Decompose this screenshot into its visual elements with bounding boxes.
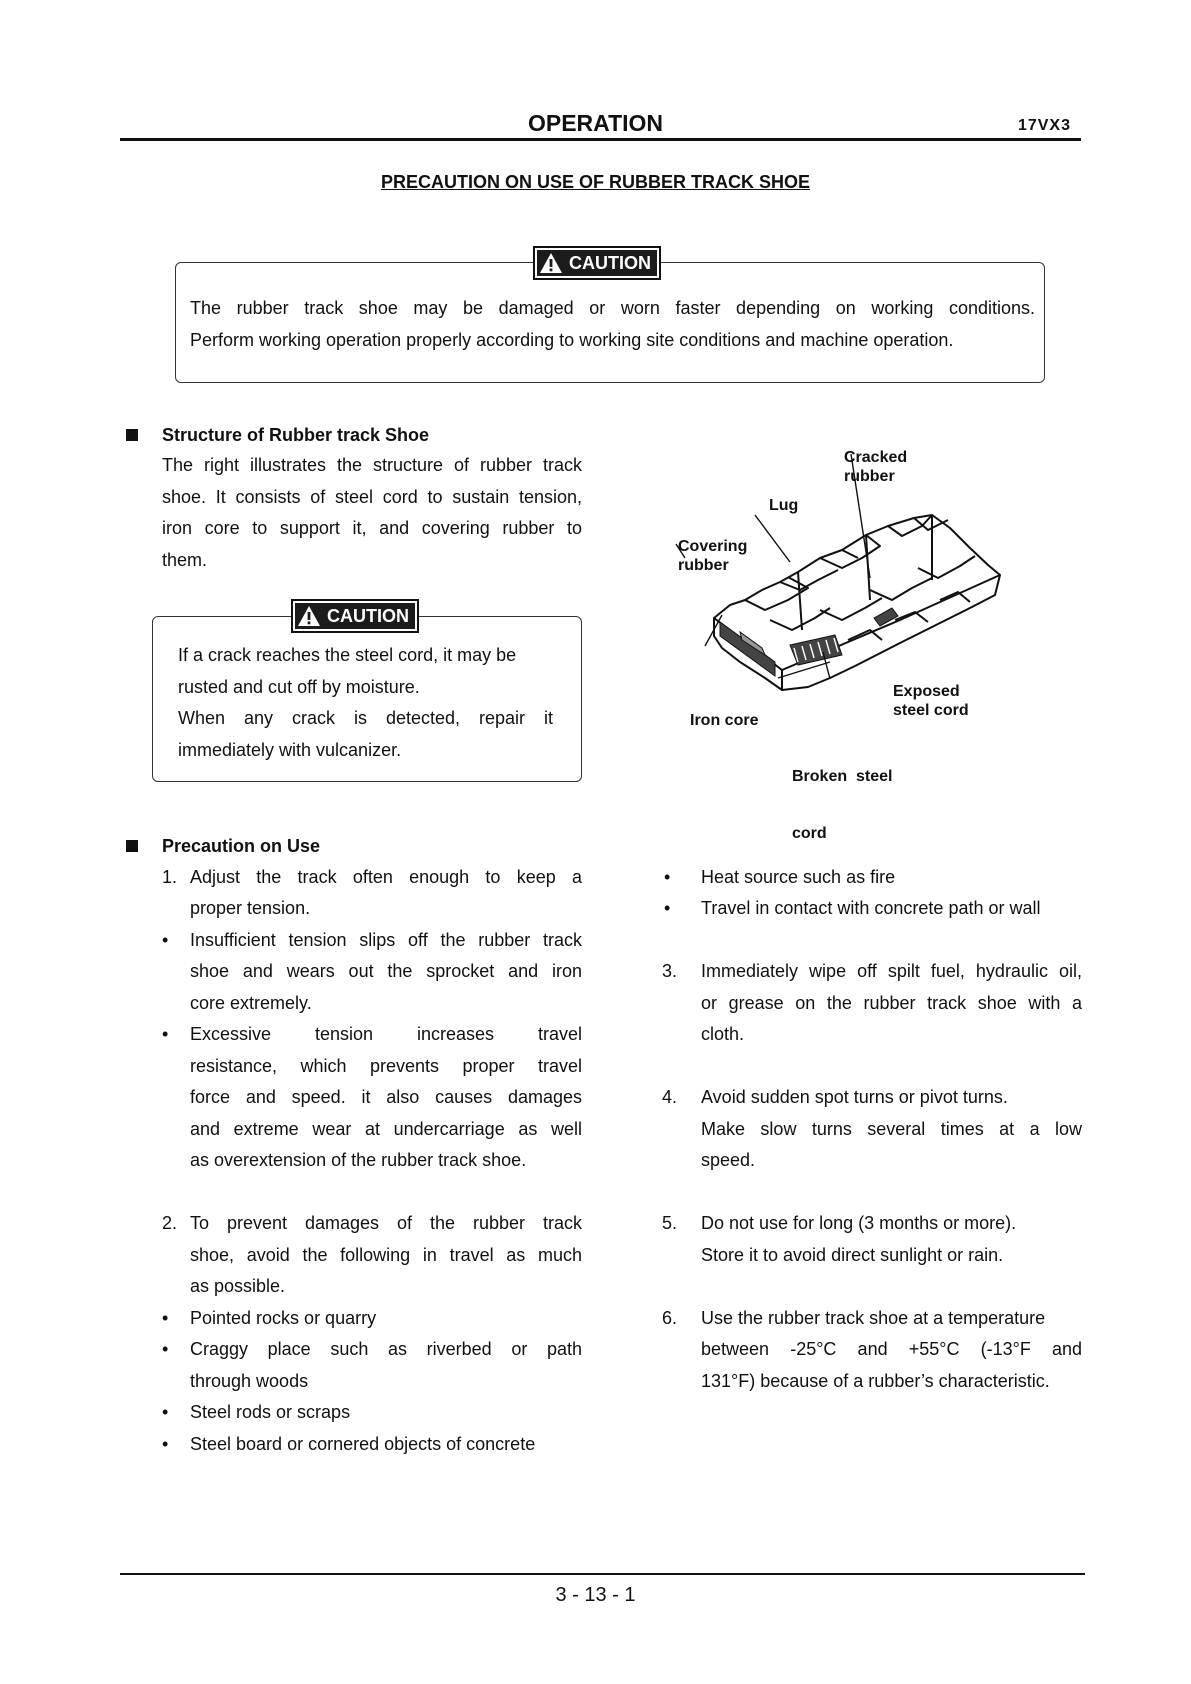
list-item: Steel rods or scraps <box>190 1402 351 1422</box>
structure-text-line: them. <box>162 550 208 570</box>
structure-text-line: iron core to support it, and covering rubber to <box>162 518 582 538</box>
list-number: 4. <box>662 1087 678 1107</box>
warning-icon <box>539 252 563 274</box>
list-item: speed. <box>701 1150 756 1170</box>
label-iron-core: Iron core <box>690 712 759 729</box>
structure-text-line: shoe. It consists of steel cord to sustain tension, <box>162 487 582 507</box>
caution-badge-structure <box>291 599 419 633</box>
label-lug: Lug <box>769 497 799 514</box>
section-title: OPERATION <box>527 110 664 136</box>
list-item: or grease on the rubber track shoe with a <box>701 993 1082 1013</box>
caution-badge-main <box>533 246 661 280</box>
list-item: Use the rubber track shoe at a temperature <box>701 1308 1046 1328</box>
list-item: Make slow turns several times at a low <box>701 1119 1082 1139</box>
list-item: Avoid sudden spot turns or pivot turns. <box>701 1087 1008 1107</box>
caution-text-line: Perform working operation properly according to working site conditions and machine operation. <box>190 330 954 350</box>
list-item: and extreme wear at undercarriage as well <box>190 1119 582 1139</box>
header-rule <box>120 138 1081 141</box>
page-title: PRECAUTION ON USE OF RUBBER TRACK SHOE <box>380 172 811 192</box>
bullet: • <box>162 1434 169 1454</box>
structure-caution-line: immediately with vulcanizer. <box>178 740 402 760</box>
label-cracked-rubber: Cracked rubber <box>844 449 908 485</box>
bullet: • <box>664 867 671 887</box>
list-item: Adjust the track often enough to keep a <box>190 867 582 887</box>
bullet: • <box>162 930 169 950</box>
list-item: between -25°C and +55°C (-13°F and <box>701 1339 1082 1359</box>
list-item: resistance, which prevents proper travel <box>190 1056 582 1076</box>
list-item: force and speed. it also causes damages <box>190 1087 582 1107</box>
list-item: proper tension. <box>190 898 311 918</box>
list-item: Travel in contact with concrete path or wall <box>701 898 1041 918</box>
structure-heading: Structure of Rubber track Shoe <box>162 425 430 445</box>
structure-text-line: The right illustrates the structure of rubber track <box>162 455 582 475</box>
warning-icon <box>297 605 321 627</box>
list-number: 3. <box>662 961 678 981</box>
list-item: Heat source such as fire <box>701 867 896 887</box>
structure-caution-line: When any crack is detected, repair it <box>178 708 553 728</box>
list-item: shoe, avoid the following in travel as much <box>190 1245 582 1265</box>
bullet: • <box>162 1308 169 1328</box>
list-item: Excessive tension increases travel <box>190 1024 582 1044</box>
list-number: 2. <box>162 1213 178 1233</box>
page-number: 3 - 13 - 1 <box>555 1584 636 1606</box>
bullet: • <box>162 1339 169 1359</box>
list-item: through woods <box>190 1371 309 1391</box>
list-number: 6. <box>662 1308 678 1328</box>
list-item: Insufficient tension slips off the rubber track <box>190 930 582 950</box>
list-item: as possible. <box>190 1276 286 1296</box>
section-bullet-square <box>126 840 138 852</box>
list-item: 131°F) because of a rubber’s characteristic. <box>701 1371 1050 1391</box>
list-item: Pointed rocks or quarry <box>190 1308 377 1328</box>
model-code: 17VX3 <box>1017 117 1071 134</box>
precaution-heading: Precaution on Use <box>162 836 321 856</box>
label-covering-rubber: Covering rubber <box>678 538 748 574</box>
list-number: 1. <box>162 867 178 887</box>
list-item: Steel board or cornered objects of concrete <box>190 1434 536 1454</box>
bullet: • <box>664 898 671 918</box>
list-item: core extremely. <box>190 993 312 1013</box>
label-broken-steel-cord: Broken steel cord <box>792 768 893 842</box>
structure-caution-line: If a crack reaches the steel cord, it may be <box>178 645 517 665</box>
list-item: shoe and wears out the sprocket and iron <box>190 961 582 981</box>
list-item: Craggy place such as riverbed or path <box>190 1339 582 1359</box>
list-item: cloth. <box>701 1024 745 1044</box>
footer-rule <box>120 1573 1085 1575</box>
bullet: • <box>162 1024 169 1044</box>
structure-caution-line: rusted and cut off by moisture. <box>178 677 420 697</box>
list-item: To prevent damages of the rubber track <box>190 1213 582 1233</box>
caution-text-line: The rubber track shoe may be damaged or worn faster depending on working conditions. <box>190 298 1035 318</box>
label-exposed-steel-cord: Exposed steel cord <box>893 683 969 719</box>
list-item: Do not use for long (3 months or more). <box>701 1213 1017 1233</box>
list-item: as overextension of the rubber track shoe. <box>190 1150 527 1170</box>
caution-label: CAUTION <box>569 252 651 273</box>
bullet: • <box>162 1402 169 1422</box>
caution-label: CAUTION <box>327 605 409 626</box>
list-item: Immediately wipe off spilt fuel, hydraulic oil, <box>701 961 1082 981</box>
section-bullet-square <box>126 429 138 441</box>
list-number: 5. <box>662 1213 678 1233</box>
list-item: Store it to avoid direct sunlight or rain. <box>701 1245 1004 1265</box>
